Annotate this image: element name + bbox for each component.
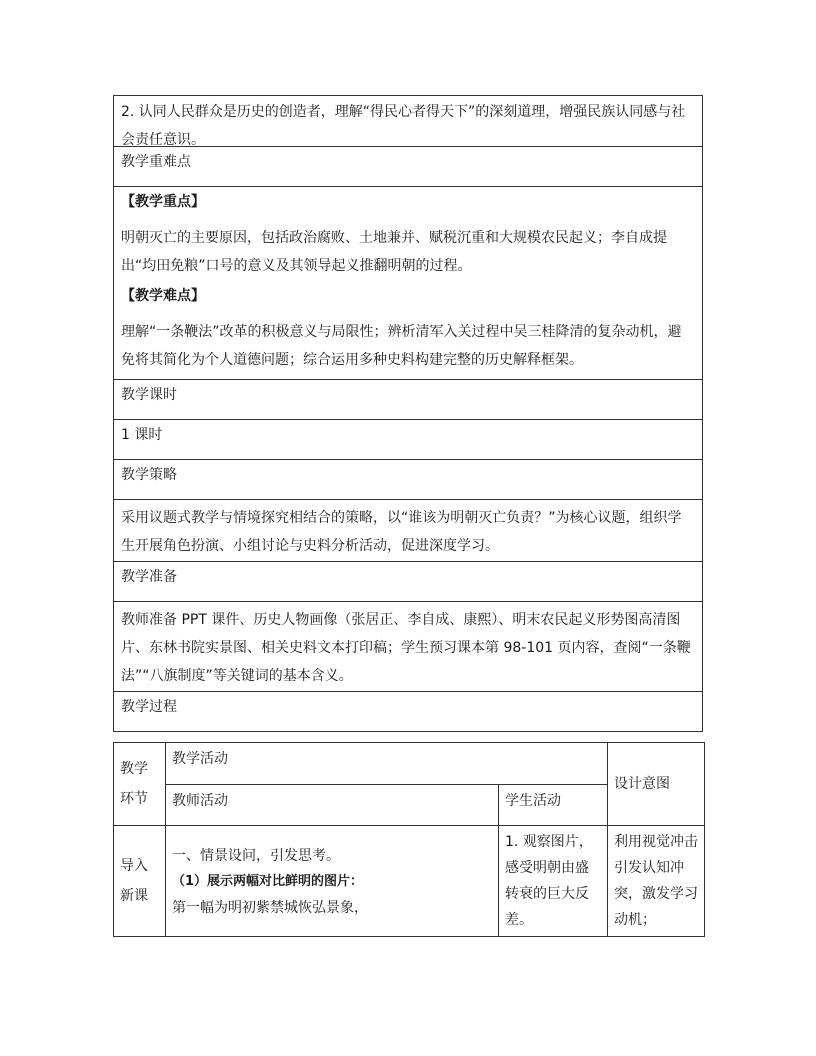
section-label: 教学过程: [121, 699, 177, 715]
teacher-step-subtitle: （1）展示两幅对比鲜明的图片：: [172, 874, 364, 889]
section-label: 教学重难点: [121, 154, 191, 170]
objective-item-2: [113, 95, 703, 147]
teacher-activity-header: 教师活动: [166, 785, 499, 826]
difficulty-text: 理解“一条鞭法”改革的积极意义与局限性；辨析清军入关过程中吴三桂降清的复杂动机，避免将其简化为个人道德问题；综合运用多种史料构建完整的历史解释框架。: [121, 324, 682, 368]
section-label: 教学准备: [121, 569, 177, 585]
lesson-plan-sheet: [113, 95, 703, 732]
stage-cell: 导入新课: [114, 826, 166, 937]
activity-header: 教学活动: [166, 743, 608, 785]
hours-label-row: [113, 380, 703, 420]
focus-text: 明朝灭亡的主要原因，包括政治腐败、土地兼并、赋税沉重和大规模农民起义；李自成提出“均田免粮”口号的意义及其领导起义推翻明朝的过程。: [121, 230, 667, 274]
student-activity-header: 学生活动: [499, 785, 608, 826]
section-label: 教学策略: [121, 467, 177, 483]
teacher-step-text: 第一幅为明初紫禁城恢弘景象，: [172, 900, 368, 916]
design-intent-cell: 利用视觉冲击引发认知冲突，激发学习动机；: [608, 826, 705, 937]
teacher-activity-cell: [166, 826, 499, 937]
objective-text: 2. 认同人民群众是历史的创造者，理解“得民心者得天下”的深刻道理，增强民族认同感与社会责任意识。: [121, 104, 686, 148]
section-label: 教学课时: [121, 387, 177, 403]
teaching-process-table: [113, 742, 705, 937]
strategy-text-row: [113, 500, 703, 562]
preparation-text-row: [113, 602, 703, 692]
table-row: [114, 826, 705, 937]
difficulty-heading: 【教学难点】: [121, 288, 205, 304]
student-activity-cell: 1. 观察图片，感受明朝由盛转衰的巨大反差。: [499, 826, 608, 937]
focus-heading: 【教学重点】: [121, 194, 205, 210]
process-header-row: [114, 743, 705, 785]
hours-value-row: [113, 420, 703, 460]
preparation-label-row: [113, 562, 703, 602]
strategy-label-row: [113, 460, 703, 500]
key-points-content: [113, 187, 703, 380]
process-label-row: [113, 692, 703, 732]
design-header: 设计意图: [608, 743, 705, 826]
hours-value: 1 课时: [121, 427, 163, 443]
teacher-step-title: 一、情景设问，引发思考。: [172, 848, 340, 864]
preparation-text: 教师准备 PPT 课件、历史人物画像（张居正、李自成、康熙）、明末农民起义形势图高清图片、东林书院实景图、相关史料文本打印稿；学生预习课本第 98-101 页内容，查阅“一条鞭法”“八旗制度”等关键词的基本含义。: [121, 612, 691, 684]
stage-header: 教学环节: [114, 743, 166, 826]
strategy-text: 采用议题式教学与情境探究相结合的策略，以“谁该为明朝灭亡负责？”为核心议题，组织学生开展角色扮演、小组讨论与史料分析活动，促进深度学习。: [121, 510, 682, 554]
